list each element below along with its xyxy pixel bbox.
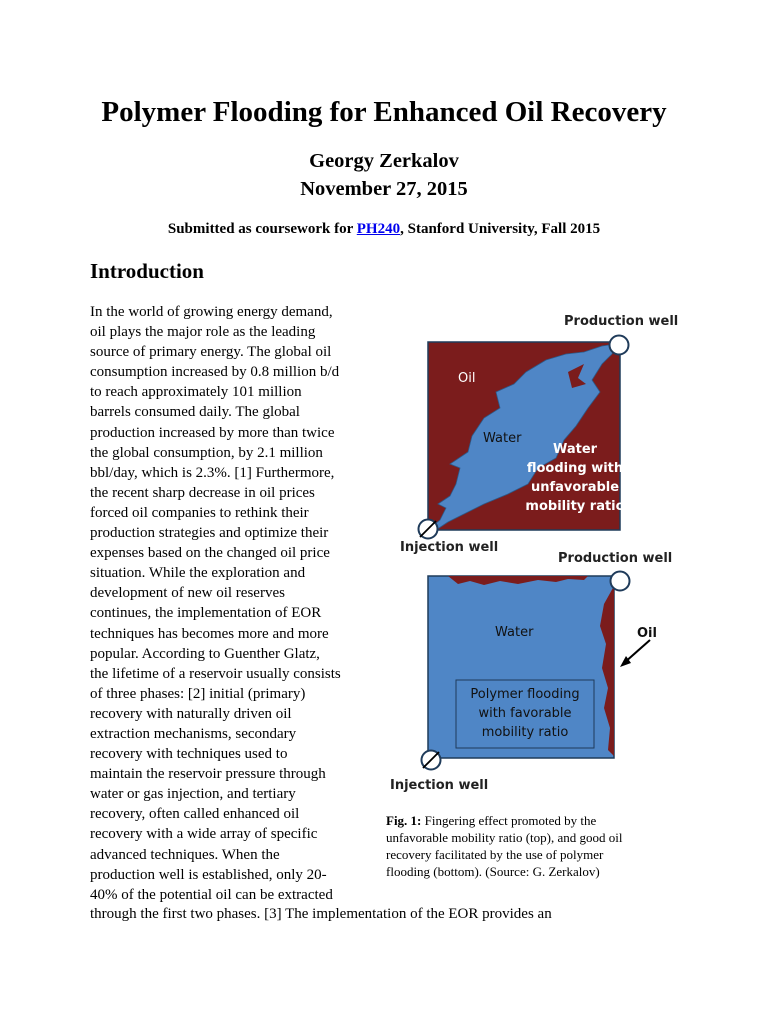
top-oil-label: Oil (458, 371, 476, 386)
paragraph-line: the lifetime of a reservoir usually consists (90, 665, 341, 682)
submission-prefix: Submitted as coursework for (167, 221, 357, 237)
paragraph-line: bbl/day, which is 2.3%. [1] Furthermore, (90, 464, 335, 481)
paragraph-line: recovery with a wide array of specific (90, 826, 318, 843)
bottom-production-well-label: Production well (558, 551, 673, 566)
paragraph-line: production well is established, only 20- (90, 866, 327, 883)
paragraph-line: the recent sharp decrease in oil prices (90, 484, 315, 501)
bottom-injection-well-label: Injection well (390, 778, 489, 793)
figure-1-diagram (388, 308, 688, 808)
submission-suffix: , Stanford University, Fall 2015 (400, 221, 601, 237)
caption-line (386, 812, 686, 829)
paragraph-line: development of new oil reserves (90, 585, 285, 602)
caption-line: flooding (bottom). (Source: G. Zerkalov) (386, 864, 600, 879)
bottom-annotation-line: with favorable (478, 706, 572, 721)
paragraph-line: techniques has becomes more and more (90, 625, 329, 642)
page-title: Polymer Flooding for Enhanced Oil Recovery (101, 96, 667, 128)
submission-note (0, 219, 768, 239)
paragraph-line: production strategies and optimize their (90, 525, 329, 542)
paragraph-line: water or gas injection, and tertiary (90, 786, 296, 803)
top-annotation-line: unfavorable (530, 480, 620, 495)
section-heading-introduction: Introduction (90, 259, 204, 283)
top-annotation-line: flooding with (526, 461, 624, 476)
publication-date: November 27, 2015 (300, 178, 468, 200)
paragraph-line: recovery with techniques used to (90, 746, 288, 763)
paragraph-line: 40% of the potential oil can be extracted (90, 886, 333, 903)
paragraph-line: to reach approximately 101 million (90, 384, 302, 401)
paragraph-line: source of primary energy. The global oil (90, 344, 332, 361)
paragraph-line: oil plays the major role as the leading (90, 324, 316, 341)
paragraph-line: continues, the implementation of EOR (90, 605, 322, 622)
author-name: Georgy Zerkalov (309, 150, 459, 172)
caption-line: recovery facilitated by the use of polymer (386, 847, 604, 862)
course-link[interactable]: PH240 (356, 221, 401, 237)
bottom-oil-label: Oil (637, 626, 657, 641)
bottom-production-well-icon (611, 572, 630, 591)
top-annotation-line: mobility ratio (525, 499, 625, 514)
paragraph-line: popular. According to Guenther Glatz, (90, 645, 320, 662)
bottom-annotation-line: Polymer flooding (470, 687, 580, 702)
top-production-well-label: Production well (564, 314, 679, 329)
figure-1 (388, 308, 688, 808)
top-water-label: Water (483, 431, 522, 446)
paragraph-line: maintain the reservoir pressure through (90, 766, 326, 783)
paragraph-line: expenses based on the changed oil price (90, 545, 330, 562)
introduction-paragraph (90, 302, 390, 905)
bottom-water-label: Water (495, 625, 534, 640)
paragraph-line: recovery with naturally driven oil (90, 705, 292, 722)
paragraph-line: barrels consumed daily. The global (90, 404, 300, 421)
paragraph-continuation: through the first two phases. [3] The implementation of the EOR provides an (90, 906, 552, 922)
paragraph-line: production increased by more than twice (90, 424, 335, 441)
paragraph-line: consumption increased by 0.8 million b/d (90, 364, 340, 381)
bottom-annotation-line: mobility ratio (481, 725, 569, 740)
caption-text: Fingering effect promoted by the (421, 813, 597, 828)
top-injection-well-label: Injection well (400, 540, 499, 555)
paragraph-line: In the world of growing energy demand, (90, 304, 333, 320)
paragraph-line: advanced techniques. When the (90, 846, 280, 863)
paragraph-line: forced oil companies to rethink their (90, 504, 309, 521)
paragraph-line: extraction mechanisms, secondary (90, 725, 297, 742)
bottom-panel (390, 551, 672, 793)
figure-caption (386, 812, 686, 880)
paragraph-line: situation. While the exploration and (90, 565, 306, 582)
top-annotation-line: Water (552, 442, 598, 457)
top-panel (400, 314, 678, 555)
paragraph-line: the global consumption, by 2.1 million (90, 444, 323, 461)
caption-line: unfavorable mobility ratio (top), and good oil (386, 830, 623, 845)
top-production-well-icon (610, 336, 629, 355)
caption-label: Fig. 1: (386, 813, 422, 828)
paragraph-line: of three phases: [2] initial (primary) (90, 685, 306, 702)
paragraph-line: recovery, often called enhanced oil (90, 806, 300, 823)
